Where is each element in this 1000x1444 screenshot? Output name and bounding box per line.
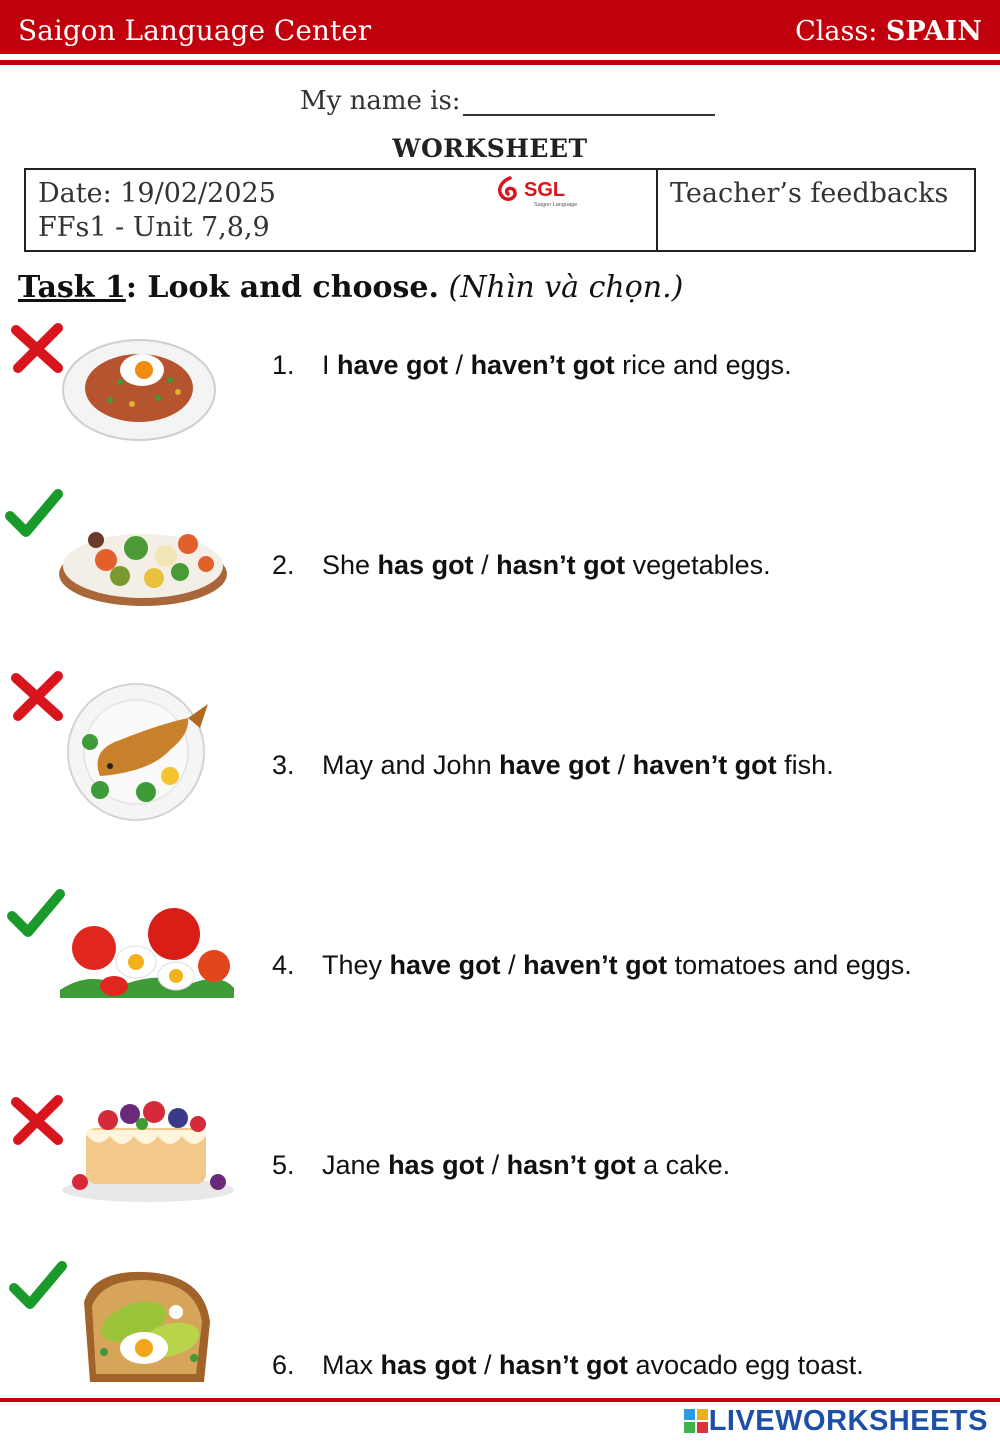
berry-cake-icon — [58, 1090, 238, 1204]
sentence-3 — [272, 750, 834, 781]
option-positive[interactable]: has got — [377, 550, 474, 580]
option-separator: / — [610, 750, 633, 780]
option-negative[interactable]: hasn’t got — [496, 550, 626, 580]
task-colon: : — [125, 270, 137, 305]
item-number: 5. — [272, 1150, 295, 1180]
item-number: 2. — [272, 550, 295, 580]
option-separator: / — [473, 550, 497, 580]
sentence-start: She — [322, 550, 378, 580]
unit-text: FFs1 - Unit 7,8,9 — [38, 212, 270, 243]
option-negative[interactable]: haven’t got — [470, 350, 615, 380]
footer-divider — [0, 1398, 1000, 1402]
teacher-feedback-label: Teacher’s feedbacks — [670, 178, 949, 209]
option-positive[interactable]: have got — [337, 350, 449, 380]
liveworksheets-logo — [683, 1404, 988, 1438]
option-separator: / — [500, 950, 524, 980]
option-positive[interactable]: have got — [389, 950, 501, 980]
center-name: Saigon Language Center — [18, 14, 372, 47]
sentence-1 — [272, 350, 792, 381]
header-divider — [0, 60, 1000, 65]
info-divider — [656, 170, 658, 250]
name-field — [300, 86, 715, 116]
name-blank[interactable] — [463, 92, 715, 116]
option-positive[interactable]: has got — [380, 1350, 477, 1380]
sentence-2 — [272, 550, 771, 581]
sentence-start: I — [322, 350, 338, 380]
sentence-end: rice and eggs. — [614, 350, 792, 380]
item-number: 1. — [272, 350, 295, 380]
option-negative[interactable]: hasn’t got — [499, 1350, 629, 1380]
cross-icon — [8, 322, 68, 376]
cross-icon — [8, 670, 68, 724]
item-number: 6. — [272, 1350, 295, 1380]
header-bar — [0, 0, 1000, 54]
tomatoes-eggs-icon — [50, 900, 238, 1006]
class-info — [795, 16, 982, 47]
name-label: My name is: — [300, 86, 461, 116]
task-translation: (Nhìn và chọn.) — [438, 270, 684, 305]
liveworksheets-text: LIVEWORKSHEETS — [708, 1404, 988, 1437]
sentence-end: fish. — [776, 750, 834, 780]
option-separator: / — [476, 1350, 500, 1380]
option-positive[interactable]: has got — [388, 1150, 485, 1180]
fish-plate-icon — [60, 680, 212, 822]
option-negative[interactable]: hasn’t got — [506, 1150, 636, 1180]
sentence-start: They — [322, 950, 390, 980]
date-text: Date: 19/02/2025 — [38, 178, 276, 209]
class-value: SPAIN — [885, 16, 982, 47]
check-icon — [8, 1260, 68, 1314]
option-positive[interactable]: have got — [499, 750, 611, 780]
option-separator: / — [448, 350, 471, 380]
sentence-start: Jane — [322, 1150, 389, 1180]
sentence-end: avocado egg toast. — [628, 1350, 864, 1380]
item-number: 3. — [272, 750, 295, 780]
liveworksheets-grid-icon — [683, 1408, 709, 1434]
sentence-end: tomatoes and eggs. — [667, 950, 912, 980]
worksheet-title: WORKSHEET — [392, 134, 588, 163]
sentence-start: Max — [322, 1350, 381, 1380]
logo-text: SGL — [524, 179, 566, 201]
task-heading — [18, 270, 683, 305]
sentence-start: May and John — [322, 750, 500, 780]
sentence-5 — [272, 1150, 730, 1181]
info-box — [24, 168, 976, 252]
sentence-6 — [272, 1350, 864, 1381]
task-title: Look and choose. — [136, 270, 439, 305]
vegetable-plate-icon — [56, 500, 230, 610]
class-label: Class: — [795, 16, 878, 47]
task-number: Task 1 — [18, 270, 126, 305]
logo-subtext: Saigon Language — [534, 202, 578, 208]
option-negative[interactable]: haven’t got — [523, 950, 668, 980]
item-number: 4. — [272, 950, 295, 980]
sentence-end: vegetables. — [625, 550, 771, 580]
fried-rice-plate-icon — [60, 332, 218, 442]
check-icon — [4, 488, 64, 542]
option-negative[interactable]: haven’t got — [632, 750, 777, 780]
sgl-logo — [494, 174, 594, 210]
option-separator: / — [484, 1150, 507, 1180]
sentence-end: a cake. — [635, 1150, 731, 1180]
avocado-toast-icon — [74, 1262, 220, 1392]
sentence-4 — [272, 950, 912, 981]
